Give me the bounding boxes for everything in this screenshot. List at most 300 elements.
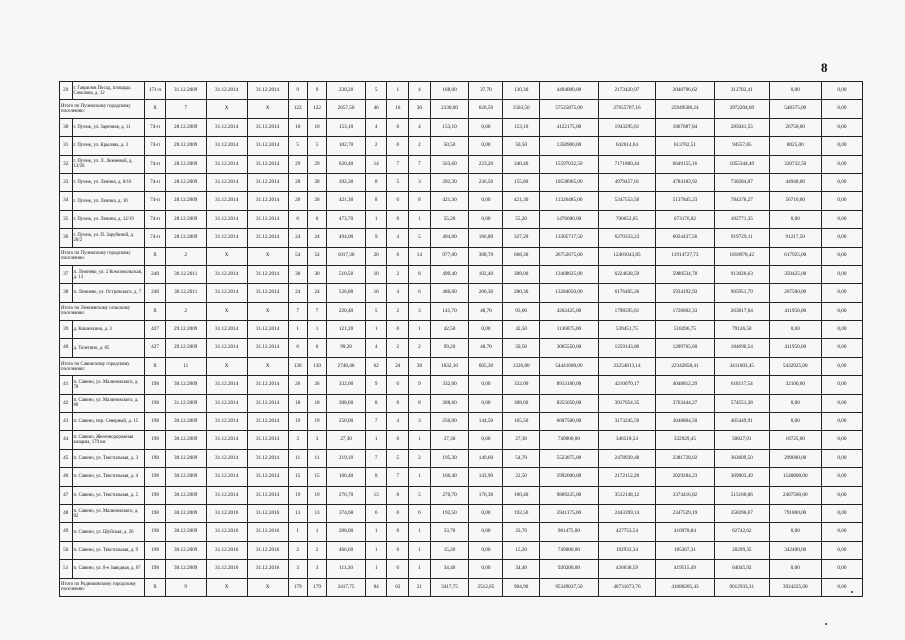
table-cell: X <box>145 100 165 118</box>
table-cell: 198 <box>145 486 165 504</box>
table-cell: 42,50 <box>430 321 469 339</box>
table-row <box>60 449 863 467</box>
table-cell: 7 <box>165 100 206 118</box>
table-cell: 2478939,48 <box>599 449 656 467</box>
table-cell: 192,50 <box>430 504 469 522</box>
table-cell: 1 <box>365 541 387 559</box>
table-cell: 0,00 <box>769 82 821 100</box>
table-cell: 79126,50 <box>715 321 770 339</box>
table-cell: 10 <box>365 265 387 283</box>
table-cell: 31.12.2016 <box>206 541 247 559</box>
table-cell: Итого по Лежневскому сельскому поселению: <box>60 302 145 320</box>
table-cell: 9 <box>409 376 431 394</box>
table-cell: 0,00 <box>769 560 821 578</box>
table-cell: 19 <box>288 486 307 504</box>
table-cell: 31.12.2014 <box>247 192 288 210</box>
table-cell: 16 <box>387 100 409 118</box>
table-cell: 0,00 <box>821 82 862 100</box>
table-cell: 28.12.2009 <box>165 173 206 191</box>
table-cell: 427753,54 <box>599 523 656 541</box>
table-cell: 0,00 <box>821 449 862 467</box>
table-cell: 0,00 <box>821 229 862 247</box>
table-cell: 31.12.2014 <box>206 431 247 449</box>
table-cell: 1017,30 <box>327 247 366 265</box>
table-cell: 208,00 <box>327 523 366 541</box>
table-cell: 9 <box>288 82 307 100</box>
table-cell: 2 <box>409 137 431 155</box>
table-cell: 33 <box>60 173 73 191</box>
table-cell: 74-п <box>145 210 165 228</box>
table-cell: Итого по Пучежскому городскому поселению: <box>60 247 145 265</box>
table-cell: 18 <box>288 394 307 412</box>
table-cell: 198 <box>145 376 165 394</box>
table-cell: X <box>206 357 247 375</box>
table-cell: 2172112,28 <box>599 468 656 486</box>
table-cell: 299600,00 <box>769 449 821 467</box>
table-cell: 34,40 <box>503 560 539 578</box>
table-row <box>60 504 863 522</box>
table-cell: 486,60 <box>430 284 469 302</box>
table-cell: 5 <box>365 302 387 320</box>
table-cell: 308,60 <box>430 394 469 412</box>
table-cell: 3 <box>409 413 431 431</box>
table-cell: г. Пучеж, ул. Крылова, д. 3 <box>72 137 145 155</box>
table-cell: 48,70 <box>469 302 503 320</box>
table-cell: 11 <box>165 357 206 375</box>
table-cell: 5 <box>409 486 431 504</box>
table-cell: 153,10 <box>327 118 366 136</box>
table-cell: X <box>206 100 247 118</box>
table-cell: 0,00 <box>821 523 862 541</box>
table-cell: 6 <box>387 247 409 265</box>
table-cell: 342400,00 <box>769 541 821 559</box>
table-cell: 185367,31 <box>655 541 714 559</box>
table-cell: 4 <box>365 339 387 357</box>
table-cell: 8025,00 <box>769 137 821 155</box>
table-cell: 263817,04 <box>715 302 770 320</box>
table-cell: 30.12.2009 <box>165 431 206 449</box>
table-cell: п. Савино, Железнодорожная казарма, 179 км <box>72 431 145 449</box>
table-cell: 41 <box>60 376 73 394</box>
table-cell: 30.12.2009 <box>165 413 206 431</box>
table-cell: 31.12.2014 <box>247 394 288 412</box>
table-cell: 494,00 <box>430 229 469 247</box>
table-cell: 0,00 <box>469 523 503 541</box>
table-cell: 6024437,56 <box>655 229 714 247</box>
table-cell: 63 <box>387 578 409 596</box>
table-cell: 8 <box>365 173 387 191</box>
table-cell: 28.12.2009 <box>165 137 206 155</box>
table-cell: 0,00 <box>769 523 821 541</box>
table-cell: 518296,75 <box>655 321 714 339</box>
table-cell: 24 <box>307 284 326 302</box>
table-cell: 31.12.2014 <box>247 265 288 283</box>
table-cell: г. Пучеж, ул. Заречная, д. 11 <box>72 118 145 136</box>
table-cell: 54 <box>307 247 326 265</box>
table-cell: 668,30 <box>503 247 539 265</box>
table-cell: 153,10 <box>503 118 539 136</box>
table-cell: 55,20 <box>503 210 539 228</box>
table-cell: 332,00 <box>503 376 539 394</box>
table-cell: 309803,49 <box>715 468 770 486</box>
table-cell: 6649155,16 <box>655 155 714 173</box>
table-cell: 784376,27 <box>715 192 770 210</box>
table-row <box>60 523 863 541</box>
table-cell: 563,60 <box>430 155 469 173</box>
table-row <box>60 486 863 504</box>
table-cell: 3173245,59 <box>599 413 656 431</box>
table-cell: 308,60 <box>503 394 539 412</box>
table-cell: 26752675,00 <box>539 247 598 265</box>
table-cell: 2 <box>365 137 387 155</box>
table-cell: 54441600,00 <box>539 357 598 375</box>
table-cell: 31.12.2014 <box>206 210 247 228</box>
table-cell: 0,00 <box>821 504 862 522</box>
table-cell: 1 <box>365 210 387 228</box>
table-cell: 166,80 <box>469 229 503 247</box>
table-cell: 473,70 <box>327 210 366 228</box>
table-cell: п. Савино, ул. Малиновского, д. 78 <box>72 376 145 394</box>
table-cell: 0,00 <box>821 321 862 339</box>
table-cell: 0 <box>387 321 409 339</box>
table-cell: 421,30 <box>503 192 539 210</box>
table-cell: 20 <box>307 192 326 210</box>
table-cell: 195,30 <box>430 449 469 467</box>
table-cell: 91217,50 <box>769 229 821 247</box>
table-cell: 31.12.2016 <box>247 523 288 541</box>
table-cell: 31.12.2014 <box>206 137 247 155</box>
table-cell: 31.12.2016 <box>206 504 247 522</box>
table-cell: 33,70 <box>503 523 539 541</box>
table-cell: 13 <box>288 504 307 522</box>
table-cell: 5347553,50 <box>599 192 656 210</box>
table-cell: 3763444,27 <box>655 394 714 412</box>
table-cell: 9 <box>307 82 326 100</box>
table-cell: 31.12.2014 <box>206 118 247 136</box>
table-cell: 9809225,00 <box>539 486 598 504</box>
table-cell: 0,00 <box>821 357 862 375</box>
table-cell: 4979457,01 <box>599 173 656 191</box>
table-cell: 64045,92 <box>715 560 770 578</box>
table-cell: 4210070,17 <box>599 376 656 394</box>
table-cell: 0,00 <box>769 394 821 412</box>
table-cell: 526,80 <box>327 284 366 302</box>
table-cell: 198 <box>145 413 165 431</box>
table-cell: X <box>247 247 288 265</box>
table-cell: 1867087,84 <box>655 118 714 136</box>
table-cell: 374,68 <box>327 504 366 522</box>
table-cell: 56710,00 <box>769 192 821 210</box>
table-cell: 31.12.2009 <box>165 394 206 412</box>
table-cell: 32100,00 <box>769 376 821 394</box>
table-cell: 1 <box>409 541 431 559</box>
table-cell: 31.12.2014 <box>206 173 247 191</box>
table-cell: 18 <box>307 394 326 412</box>
table-cell: 130,30 <box>503 82 539 100</box>
table-cell: 4 <box>409 118 431 136</box>
table-cell: 2 <box>387 302 409 320</box>
table-cell: 32 <box>60 155 73 173</box>
table-cell: 0,00 <box>821 173 862 191</box>
table-cell: 30 <box>288 265 307 283</box>
table-cell: 0 <box>387 504 409 522</box>
table-cell: 3048804,50 <box>655 413 714 431</box>
table-cell: 3 <box>409 173 431 191</box>
table-cell: 7 <box>387 468 409 486</box>
table-cell: 1 <box>387 82 409 100</box>
table-cell: 5941175,00 <box>539 504 598 522</box>
table-cell: 31.12.2014 <box>247 118 288 136</box>
table-cell: 2 <box>165 247 206 265</box>
table-cell: 0 <box>387 541 409 559</box>
table-cell: 4 <box>387 413 409 431</box>
table-cell: 2657,50 <box>327 100 366 118</box>
table-cell: 3 <box>288 560 307 578</box>
table-row <box>60 82 863 100</box>
table-cell: 2 <box>307 541 326 559</box>
table-cell: 620,40 <box>327 155 366 173</box>
table-cell: 285041,55 <box>715 118 770 136</box>
table-cell: 31.12.2014 <box>206 82 247 100</box>
table-cell: 0,00 <box>469 321 503 339</box>
table-cell: 4 <box>387 284 409 302</box>
table-cell: 46 <box>365 100 387 118</box>
table-cell: 0 <box>387 118 409 136</box>
table-cell: 3 <box>307 560 326 578</box>
housing-program-table <box>59 81 863 597</box>
table-cell: 140,60 <box>469 449 503 467</box>
table-cell: 37,70 <box>469 82 503 100</box>
table-cell: 250,00 <box>430 413 469 431</box>
table-cell: 7 <box>365 449 387 467</box>
table-cell: 0,00 <box>821 210 862 228</box>
table-cell: д. Телегино, д. 85 <box>72 339 145 357</box>
table-cell: 248 <box>145 284 165 302</box>
table-cell: 27055707,16 <box>599 100 656 118</box>
table-cell: 0,00 <box>469 376 503 394</box>
table-cell: 29.12.2009 <box>165 321 206 339</box>
table-cell: 31.12.2014 <box>206 394 247 412</box>
table-cell: 74-п <box>145 229 165 247</box>
table-cell: 7 <box>387 155 409 173</box>
table-cell: 12401043,85 <box>599 247 656 265</box>
table-cell: 8 <box>365 468 387 486</box>
table-cell: 111,30 <box>327 560 366 578</box>
table-cell: 130 <box>307 357 326 375</box>
table-cell: 5523875,00 <box>539 449 598 467</box>
table-cell: 1 <box>307 321 326 339</box>
table-cell: 13 <box>365 486 387 504</box>
table-cell: 31.12.2016 <box>247 560 288 578</box>
table-cell: 198 <box>145 431 165 449</box>
table-cell: 50827,01 <box>715 431 770 449</box>
table-cell: 31.12.2014 <box>206 192 247 210</box>
table-cell: 411950,00 <box>769 339 821 357</box>
table-cell: 421,30 <box>327 192 366 210</box>
table-cell: 41680205,43 <box>655 578 714 596</box>
table-cell: 510,50 <box>327 265 366 283</box>
table-cell: 11326485,00 <box>539 192 598 210</box>
table-cell: 0,00 <box>821 560 862 578</box>
table-cell: Итого по Савинскому городскому поселению: <box>60 357 145 375</box>
table-cell: 332,00 <box>430 376 469 394</box>
table-row <box>60 155 863 173</box>
table-cell: 50,50 <box>430 137 469 155</box>
table-cell: 1 <box>409 560 431 578</box>
table-cell: 613702,51 <box>655 137 714 155</box>
table-cell: 184690,54 <box>715 339 770 357</box>
table-cell: 3417,75 <box>430 578 469 596</box>
table-cell: 749000,00 <box>539 541 598 559</box>
table-cell: 2347529,19 <box>655 504 714 522</box>
table-cell: 45 <box>60 449 73 467</box>
table-cell: п. Савино, ул. 8-е Заводная, д. 67 <box>72 560 145 578</box>
table-cell: 4 <box>365 118 387 136</box>
table-cell: 2 <box>409 339 431 357</box>
table-cell: 31.12.2014 <box>247 449 288 467</box>
table-cell: 0,00 <box>469 541 503 559</box>
table-cell: г. Пучеж, ул. Ленина, д. 12/19 <box>72 210 145 228</box>
table-cell: 1 <box>288 523 307 541</box>
table-cell: 0,00 <box>469 192 503 210</box>
table-cell: 31.12.2014 <box>206 339 247 357</box>
table-cell: 9 <box>365 376 387 394</box>
table-cell: 5 <box>365 82 387 100</box>
table-cell: 5992000,00 <box>539 468 598 486</box>
table-cell: 26 <box>307 376 326 394</box>
table-cell: 1 <box>307 523 326 541</box>
table-cell: 20 <box>365 247 387 265</box>
table-cell: 3 <box>409 302 431 320</box>
table-cell: 121,20 <box>327 321 366 339</box>
table-cell: 4494000,00 <box>539 82 598 100</box>
table-row <box>60 560 863 578</box>
table-cell: 749000,00 <box>539 431 598 449</box>
table-cell: 3924225,00 <box>769 578 821 596</box>
table-cell: 30 <box>307 265 326 283</box>
table-total-row <box>60 100 863 118</box>
table-cell: 10 <box>365 284 387 302</box>
table-cell: 5 <box>288 137 307 155</box>
table-cell: п. Лежнево, ул. 2 Комсомольская, д. 13 <box>72 265 145 283</box>
table-cell: 7171800,44 <box>599 155 656 173</box>
table-cell: 28.12.2009 <box>165 118 206 136</box>
table-cell: 320732,50 <box>769 155 821 173</box>
table-cell: п. Савино, ул. Текстильная, д. 3 <box>72 449 145 467</box>
speck-mark <box>825 623 827 625</box>
table-cell: 0 <box>387 376 409 394</box>
table-row <box>60 192 863 210</box>
table-cell: 24 <box>387 357 409 375</box>
table-cell: 8255050,00 <box>539 394 598 412</box>
table-cell: 490,40 <box>430 265 469 283</box>
table-cell: 0,00 <box>469 137 503 155</box>
table-cell: 122 <box>288 100 307 118</box>
table-cell: 31.12.2014 <box>206 155 247 173</box>
table-row <box>60 321 863 339</box>
table-cell: 74-п <box>145 192 165 210</box>
table-cell: 308,60 <box>327 394 366 412</box>
table-cell: 2407500,00 <box>769 486 821 504</box>
table-cell: 0,00 <box>821 578 862 596</box>
table-cell: 267500,00 <box>769 284 821 302</box>
table-cell: 919729,11 <box>715 229 770 247</box>
table-cell: 198 <box>145 560 165 578</box>
table-cell: 236,50 <box>469 173 503 191</box>
table-cell: 30 <box>409 100 431 118</box>
table-cell: 31.12.2014 <box>247 137 288 155</box>
table-cell: 102,40 <box>469 265 503 283</box>
table-cell: 15 <box>288 468 307 486</box>
table-cell: 30.12.2009 <box>165 449 206 467</box>
table-cell: 276,70 <box>327 486 366 504</box>
table-cell: 168,00 <box>430 82 469 100</box>
table-cell: X <box>247 357 288 375</box>
table-cell: 4048812,29 <box>655 376 714 394</box>
table-cell: 40 <box>60 339 73 357</box>
table-cell: 1 <box>365 321 387 339</box>
table-cell: 10 <box>288 118 307 136</box>
page-number: 8 <box>821 60 828 75</box>
table-cell: 791800,00 <box>769 504 821 522</box>
table-cell: 100,40 <box>503 486 539 504</box>
table-cell: 31.12.2014 <box>247 376 288 394</box>
table-cell: 99,20 <box>327 339 366 357</box>
table-cell: 29 <box>60 82 73 100</box>
table-cell: 30.12.2009 <box>165 468 206 486</box>
table-cell: 74-п <box>145 155 165 173</box>
table-cell: 617925,00 <box>769 247 821 265</box>
table-cell: 35 <box>60 210 73 228</box>
table-cell: 8 <box>409 192 431 210</box>
table-cell: 31.12.2014 <box>206 376 247 394</box>
table-cell: 28.12.2009 <box>165 229 206 247</box>
table-cell: X <box>206 578 247 596</box>
table-cell: 0,00 <box>821 192 862 210</box>
table-row <box>60 376 863 394</box>
table-cell: 0 <box>387 394 409 412</box>
table-cell: 465449,91 <box>715 413 770 431</box>
table-cell: 13468625,00 <box>539 265 598 283</box>
table-cell: 6 <box>307 339 326 357</box>
table-cell: 280,30 <box>503 284 539 302</box>
table-cell: 1358900,00 <box>539 137 598 155</box>
table-cell: 10538965,00 <box>539 173 598 191</box>
table-cell: 0,00 <box>469 504 503 522</box>
table-cell: 5 <box>409 229 431 247</box>
table-row <box>60 137 863 155</box>
table-cell: 0,00 <box>469 394 503 412</box>
table-row <box>60 284 863 302</box>
table-cell: 31.12.2014 <box>206 284 247 302</box>
table-cell: 155,80 <box>503 173 539 191</box>
table-cell: 411950,00 <box>769 302 821 320</box>
table-cell: п. Савино, ул. Текстильная, д. 5 <box>72 486 145 504</box>
table-cell: 6 <box>288 210 307 228</box>
table-cell: 3 <box>307 431 326 449</box>
table-cell: 11 <box>288 449 307 467</box>
table-cell: 19 <box>307 486 326 504</box>
table-cell: 50 <box>60 541 73 559</box>
table-cell: 36 <box>60 229 73 247</box>
table-cell: 1 <box>409 321 431 339</box>
table-cell: 605,30 <box>469 357 503 375</box>
table-cell: 6 <box>365 504 387 522</box>
table-cell: 30.12.2009 <box>165 560 206 578</box>
table-cell: 31.12.2016 <box>206 523 247 541</box>
table-cell: 26750,00 <box>769 118 821 136</box>
table-row <box>60 468 863 486</box>
